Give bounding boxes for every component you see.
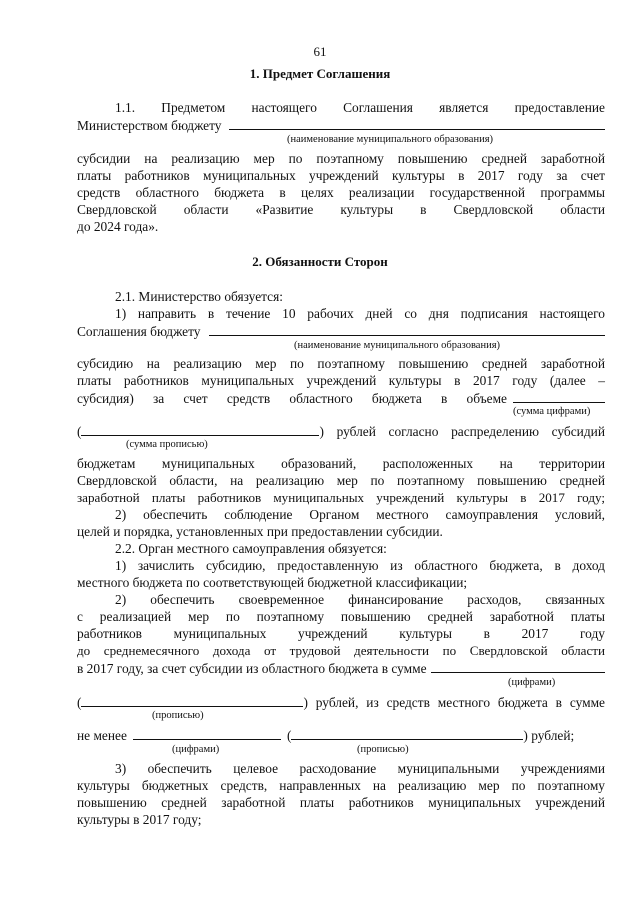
text-fragment: Соглашения бюджету <box>77 324 201 339</box>
text-line: 2.2. Орган местного самоуправления обязуется: <box>115 541 387 556</box>
text-line: субсидии на реализацию мер по поэтапному повышению средней заработной <box>77 151 605 166</box>
sum-words-blank <box>81 694 303 707</box>
text-fragment: в 2017 году, за счет субсидии из областного бюджета в сумме <box>77 661 427 676</box>
text-fragment: Министерством бюджету <box>77 118 222 133</box>
sum-digits-blank <box>431 660 605 673</box>
text-line: 2) обеспечить соблюдение Органом местного самоуправления условий, <box>115 507 605 522</box>
text-line-with-blank <box>77 423 605 440</box>
text-fragment: ( <box>286 728 292 743</box>
text-line: 2) обеспечить своевременное финансирование расходов, связанных <box>115 592 605 607</box>
text-line: заработной платы работников муниципальных учреждений культуры в 2017 году; <box>77 490 605 505</box>
page-number: 61 <box>313 44 327 59</box>
sum-words-blank <box>81 423 319 436</box>
text-fragment: не менее <box>77 728 127 743</box>
text-line: 3) обеспечить целевое расходование муниципальными учреждениями <box>115 761 605 776</box>
text-line: до 2024 года». <box>77 219 159 234</box>
caption-sum-words: (сумма прописью) <box>126 439 208 450</box>
text-line: с реализацией мер по поэтапному повышению средней заработной платы <box>77 609 605 624</box>
text-line: 2.1. Министерство обязуется: <box>115 289 283 304</box>
text-line: бюджетам муниципальных образований, расположенных на территории <box>77 456 605 471</box>
caption-digits: (цифрами) <box>508 677 556 688</box>
text-line: 1) зачислить субсидию, предоставленную из областного бюджета, в доход <box>115 558 605 573</box>
caption-words: (прописью) <box>152 710 204 721</box>
section-1-title: 1. Предмет Соглашения <box>249 66 391 81</box>
text-fragment: ( <box>77 695 82 710</box>
text-line-with-blank <box>77 323 605 340</box>
text-fragment: ) рублей, из средств местного бюджета в сумме <box>303 695 605 710</box>
section-2-title: 2. Обязанности Сторон <box>252 254 388 269</box>
text-line-with-blanks <box>77 727 605 744</box>
text-fragment: ) рублей; <box>523 728 575 743</box>
local-sum-digits-blank <box>133 727 281 740</box>
text-line: средств областного бюджета в целях реализации государственной программы <box>77 185 605 200</box>
caption-words: (прописью) <box>357 744 409 755</box>
text-line-with-blank <box>77 694 605 711</box>
text-line: до среднемесячного дохода от трудовой деятельности по Свердловской области <box>77 643 605 658</box>
text-line: целей и порядка, установленных при предоставлении субсидии. <box>77 524 443 539</box>
text-line-with-blank <box>77 390 605 407</box>
caption-digits: (цифрами) <box>172 744 220 755</box>
text-line: платы работников муниципальных учреждений культуры в 2017 году за счет <box>77 168 605 183</box>
text-line: платы работников муниципальных учреждений культуры в 2017 году (далее – <box>77 373 605 388</box>
text-line: культуры в 2017 году; <box>77 812 202 827</box>
caption-municipality: (наименование муниципального образования) <box>287 134 494 145</box>
caption-sum-digits: (сумма цифрами) <box>513 406 591 417</box>
text-fragment: ) рублей согласно распределению субсидий <box>319 424 605 439</box>
text-line: Свердловской области, на реализацию мер по поэтапному повышению средней <box>77 473 605 488</box>
municipality-blank <box>229 117 605 130</box>
text-line-with-blank <box>77 660 605 677</box>
text-line: работников муниципальных учреждений культуры в 2017 году <box>77 626 605 641</box>
text-line: субсидию на реализацию мер по поэтапному повышению средней заработной <box>77 356 605 371</box>
text-fragment: субсидия) за счет средств областного бюджета в объеме <box>77 391 507 406</box>
caption-municipality: (наименование муниципального образования) <box>294 340 501 351</box>
text-line: культуры бюджетных средств, направленных на реализацию мер по поэтапному <box>77 778 605 793</box>
text-line: Свердловской области «Развитие культуры в Свердловской области <box>77 202 605 217</box>
municipality-blank <box>209 323 606 336</box>
text-line: повышению средней заработной платы работников муниципальных учреждений <box>77 795 605 810</box>
text-line: местного бюджета по соответствующей бюджетной классификации; <box>77 575 468 590</box>
text-fragment: ( <box>77 424 82 439</box>
sum-digits-blank <box>513 390 605 403</box>
text-line-with-blank <box>77 117 605 134</box>
text-line: 1) направить в течение 10 рабочих дней со дня подписания настоящего <box>115 306 605 321</box>
local-sum-words-blank <box>291 727 523 740</box>
text-line: 1.1. Предметом настоящего Соглашения является предоставление <box>115 100 605 115</box>
